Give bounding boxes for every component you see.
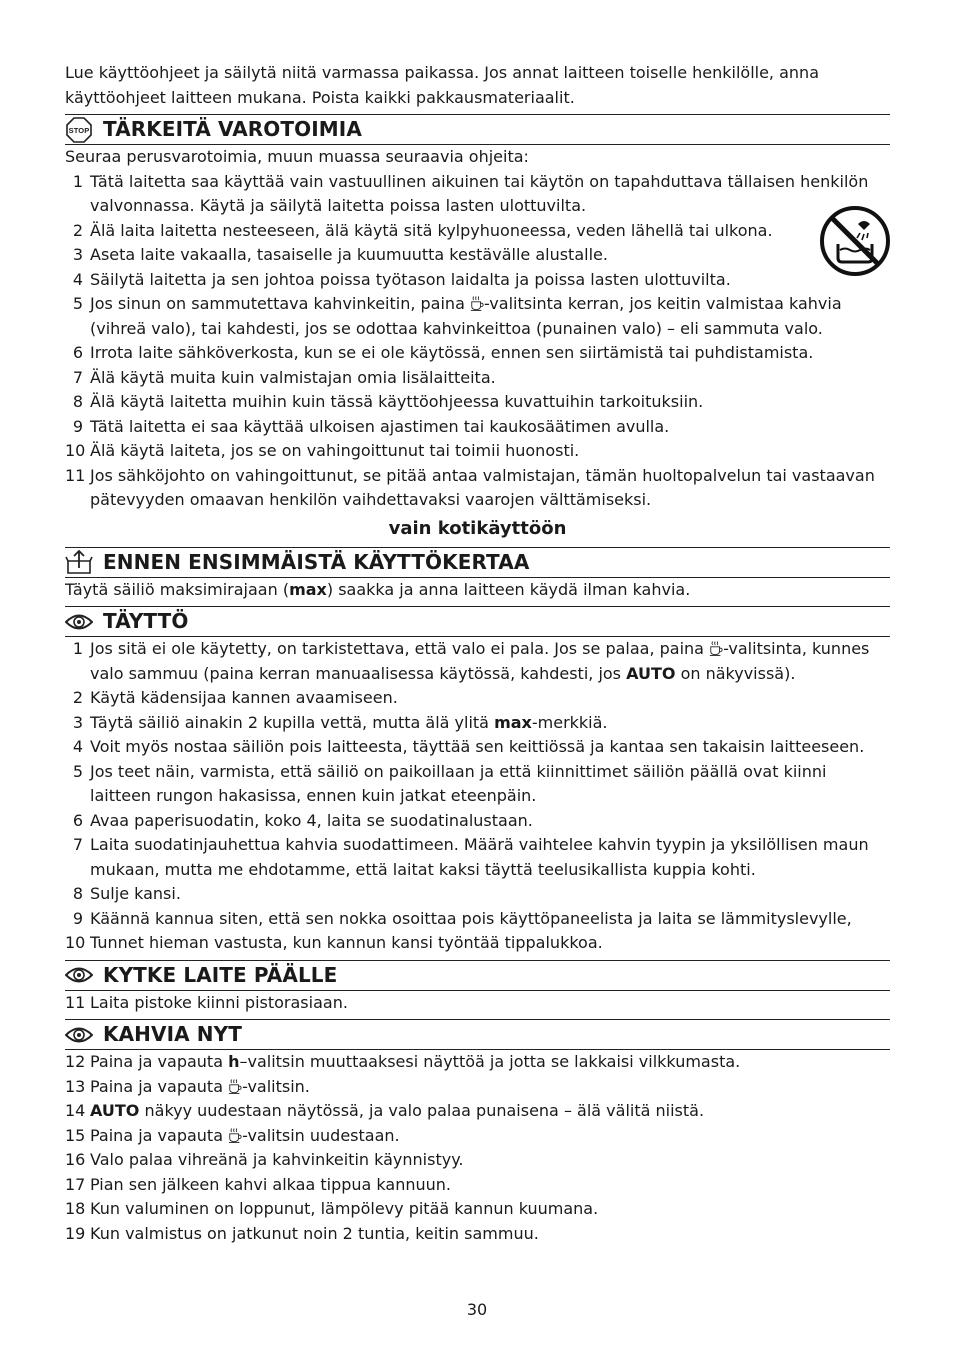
list-item: 6 Avaa paperisuodatin, koko 4, laita se suodatinalustaan. <box>72 810 533 830</box>
item-text: Jos sinun on sammutettava kahvinkeitin, paina -valitsinta kerran, jos keitin valmistaa kahvia (vihreä valo), tai kahdesti, jos se odottaa kahvinkeittoa (punainen valo) – eli sammuta valo. <box>90 294 842 338</box>
list-item: 4 Voit myös nostaa säiliön pois laitteesta, täyttää sen keittiössä ja kantaa sen takaisin laitteeseen. <box>72 737 865 756</box>
item-number: 8 <box>72 392 83 411</box>
item-number: 2 <box>72 220 83 240</box>
section-title: TÄRKEITÄ VAROTOIMIA <box>103 117 362 141</box>
list-item <box>65 341 890 366</box>
item-number: 11 <box>65 465 86 485</box>
list-item: 15 Paina ja vapauta -valitsin uudestaan. <box>65 1125 400 1145</box>
item-text: Tätä laitetta ei saa käyttää ulkoisen ajastimen tai kaukosäätimen avulla. <box>90 416 670 436</box>
eye-icon <box>65 1021 93 1049</box>
item-text: Irrota laite sähköverkosta, kun se ei ole käytössä, ennen sen siirtämistä tai puhdistamista. <box>90 343 814 362</box>
safety-lead: Seuraa perusvarotoimia, muun muassa seuraavia ohjeita: <box>65 147 529 166</box>
section-title: ENNEN ENSIMMÄISTÄ KÄYTTÖKERTAA <box>103 549 530 574</box>
list-item: 17 Pian sen jälkeen kahvi alkaa tippua kannuun. <box>65 1174 451 1194</box>
item-number: 4 <box>72 269 83 289</box>
section-title: TÄYTTÖ <box>103 609 189 633</box>
list-item: 8 Sulje kansi. <box>72 884 181 903</box>
item-text: Säilytä laitetta ja sen johtoa poissa työtason laidalta ja poissa lasten ulottuvilta. <box>90 269 731 289</box>
stop-icon <box>65 116 93 144</box>
list-item: 13 Paina ja vapauta -valitsin. <box>65 1076 310 1096</box>
item-number: 9 <box>72 416 83 436</box>
section-header-safety <box>65 114 890 145</box>
list-item: 16 Valo palaa vihreänä ja kahvinkeitin käynnistyy. <box>65 1150 464 1169</box>
household-use-note: vain kotikäyttöön <box>388 517 567 539</box>
unpack-box-icon <box>65 548 93 576</box>
intro-paragraph: Lue käyttöohjeet ja säilytä niitä varmassa paikassa. Jos annat laitteen toiselle henkilölle, anna käyttöohjeet laitteen mukana. Poista kaikki pakkausmateriaalit. <box>65 63 819 107</box>
document-page <box>65 61 890 1246</box>
list-item: 3 Täytä säiliö ainakin 2 kupilla vettä, mutta älä ylitä max-merkkiä. <box>72 712 608 732</box>
list-item: 19 Kun valmistus on jatkunut noin 2 tuntia, keitin sammuu. <box>65 1223 539 1243</box>
item-number: 10 <box>65 441 86 460</box>
list-item <box>65 366 890 391</box>
item-text: Älä käytä laitetta muihin kuin tässä käyttöohjeessa kuvattuihin tarkoituksiin. <box>90 392 704 411</box>
list-item <box>65 415 890 440</box>
list-item: 1 Jos sitä ei ole käytetty, on tarkistettava, että valo ei pala. Jos se palaa, paina -valitsinta, kunnes valo sammuu (paina kerran manuaalisessa käytössä, kahdesti, jos AUTO on näkyvissä). <box>72 639 870 683</box>
item-text: Tätä laitetta saa käyttää vain vastuullinen aikuinen tai käytön on tapahduttava tällaisen henkilön valvonnassa. Käytä ja säilytä laitetta poissa lasten ulottuvilta. <box>90 171 869 215</box>
list-item: 10 Tunnet hieman vastusta, kun kannun kansi työntää tippalukkoa. <box>65 933 603 952</box>
list-item <box>65 439 890 464</box>
switch-on-list <box>65 991 890 1016</box>
filling-list <box>65 637 890 956</box>
list-item: 12 Paina ja vapauta h–valitsin muuttaaksesi näyttöä ja jotta se lakkaisi vilkkumasta. <box>65 1052 741 1071</box>
item-number: 7 <box>72 367 83 387</box>
item-text: Aseta laite vakaalla, tasaiselle ja kuumuutta kestävälle alustalle. <box>90 245 608 264</box>
item-number: 6 <box>72 343 83 362</box>
eye-icon <box>65 961 93 989</box>
coffee-now-list <box>65 1050 890 1246</box>
safety-list <box>65 170 890 513</box>
section-title: KAHVIA NYT <box>103 1022 242 1046</box>
page-number: 30 <box>466 1300 488 1319</box>
item-text: Älä käytä muita kuin valmistajan omia lisälaitteita. <box>90 367 496 387</box>
coffee-cup-icon <box>709 640 723 657</box>
list-item: 7 Laita suodatinjauhettua kahvia suodattimeen. Määrä vaihtelee kahvin tyypin ja yksilöllisen maun mukaan, mutta me ehdotamme, että laitat kaksi täyttä teelusikallista kuppia kohti. <box>72 835 869 879</box>
list-item: 11 Laita pistoke kiinni pistorasiaan. <box>65 992 348 1012</box>
list-item <box>65 170 890 219</box>
no-water-warning-icon <box>820 206 890 280</box>
section-header-first-use <box>65 547 890 578</box>
list-item: 14 AUTO näkyy uudestaan näytössä, ja valo palaa punaisena – älä välitä niistä. <box>65 1101 705 1120</box>
item-text: Jos sähköjohto on vahingoittunut, se pitää antaa valmistajan, tämän huoltopalvelun tai vastaavan pätevyyden omaavan henkilön vaihdettavaksi vaarojen välttämiseksi. <box>90 465 875 509</box>
list-item: 5 Jos teet näin, varmista, että säiliö on paikoillaan ja että kiinnittimet säiliön päällä ovat kiinni laitteen rungon hakasissa, ennen kuin jatkat eteenpäin. <box>72 761 827 805</box>
list-item: 9 Käännä kannua siten, että sen nokka osoittaa pois käyttöpaneelista ja laita se lämmityslevylle, <box>72 908 852 928</box>
section-header-filling <box>65 606 890 637</box>
list-item <box>65 292 890 341</box>
eye-icon <box>65 608 93 636</box>
item-text: Älä käytä laiteta, jos se on vahingoittunut tai toimii huonosti. <box>90 441 580 460</box>
stop-icon-label: STOP <box>68 125 90 135</box>
item-number: 3 <box>72 245 83 264</box>
first-use-text: Täytä säiliö maksimirajaan (max) saakka ja anna laitteen käydä ilman kahvia. <box>65 579 691 599</box>
list-item <box>65 268 890 293</box>
section-header-switch-on <box>65 960 890 991</box>
section-header-coffee-now <box>65 1019 890 1050</box>
item-number: 5 <box>72 294 83 313</box>
list-item <box>65 219 890 244</box>
coffee-cup-icon <box>228 1078 242 1095</box>
coffee-cup-icon <box>228 1127 242 1144</box>
list-item <box>65 464 890 513</box>
list-item <box>65 390 890 415</box>
item-number: 1 <box>72 171 83 191</box>
list-item: 2 Käytä kädensijaa kannen avaamiseen. <box>72 688 398 707</box>
list-item <box>65 243 890 268</box>
item-text: Älä laita laitetta nesteeseen, älä käytä sitä kylpyhuoneessa, veden lähellä tai ulkona. <box>90 220 773 240</box>
coffee-cup-icon <box>470 295 484 312</box>
list-item: 18 Kun valuminen on loppunut, lämpölevy pitää kannun kuumana. <box>65 1199 599 1218</box>
section-title: KYTKE LAITE PÄÄLLE <box>103 962 338 987</box>
